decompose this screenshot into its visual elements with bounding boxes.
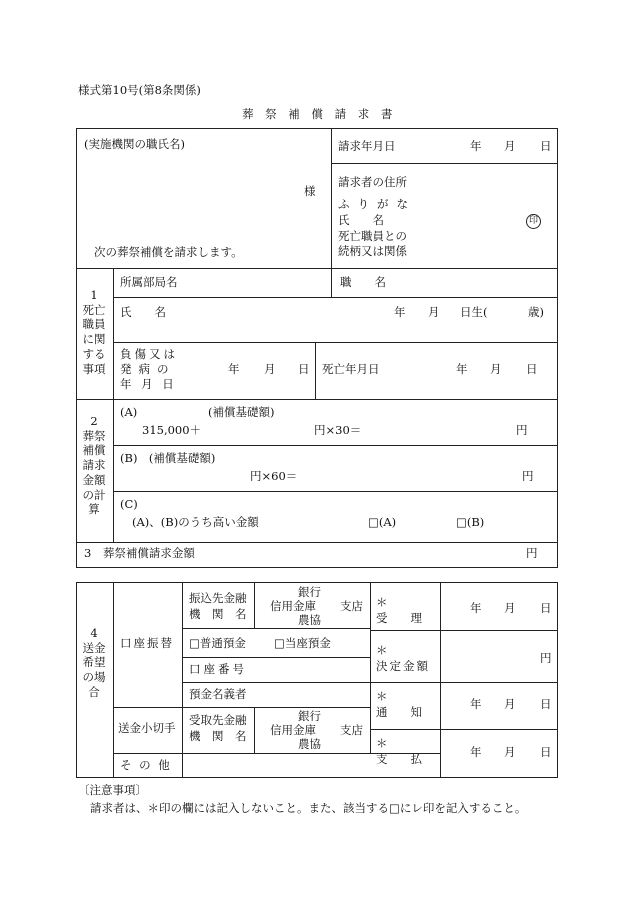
current-deposit-checkbox[interactable]: □当座預金 (274, 636, 331, 650)
calc-c-text: (A)、(B)のうち高い金額 (132, 515, 259, 529)
calc-a-basis: (補償基礎額) (208, 405, 275, 419)
age-label: 歳) (528, 305, 544, 319)
ordinary-deposit-checkbox[interactable]: □普通預金 (189, 636, 246, 650)
section4-label: 4 送金希望の場合 (82, 626, 106, 699)
branch-label: 支店 (340, 599, 363, 613)
injury-label-3: 年 月 日 (120, 377, 177, 391)
bank-label-1: 振込先金融 (189, 591, 247, 605)
notified-day: 日 (540, 697, 552, 711)
bank-label-2: 機 関 名 (189, 607, 247, 621)
death-month: 月 (490, 362, 502, 376)
calc-a-yen: 円 (516, 423, 528, 437)
star-paid: ＊ (376, 736, 388, 750)
position-label: 職 名 (340, 275, 386, 289)
form-number: 様式第10号(第8条関係) (78, 83, 201, 97)
birth-month: 月 (428, 305, 440, 319)
received-day: 日 (540, 601, 552, 615)
decided-amount-label: 決定金額 (376, 659, 430, 673)
page-title: 葬 祭 補 償 請 求 書 (242, 107, 397, 121)
account-holder-label: 預金名義者 (189, 687, 247, 701)
star-decided: ＊ (376, 643, 388, 657)
section3-label: 3 葬祭補償請求金額 (84, 546, 195, 560)
decided-yen: 円 (540, 651, 552, 665)
calc-a-formula-left: 315,000＋ (142, 423, 202, 437)
death-year: 年 (456, 362, 468, 376)
calc-b-formula: 円×60＝ (250, 469, 298, 483)
calc-b-label: (B) (補償基礎額) (120, 451, 216, 465)
notes-heading: 〔注意事項〕 (78, 783, 147, 797)
remittance-check-label: 送金小切手 (118, 721, 176, 735)
section1-label: 1 死亡職員に関する事項 (82, 288, 106, 376)
notified-label: 通 知 (376, 705, 422, 719)
birth-day: 日生( (460, 305, 488, 319)
seal-mark: 印 (526, 214, 541, 229)
injury-label-1: 負傷又は (120, 347, 178, 361)
birth-year: 年 (394, 305, 406, 319)
request-year: 年 (470, 139, 482, 153)
paid-year: 年 (470, 745, 482, 759)
bank-type-bank: 銀行 (298, 585, 321, 599)
sama-label: 様 (304, 184, 316, 198)
paid-label: 支 払 (376, 752, 422, 766)
relation-label-1: 死亡職員との (338, 229, 407, 243)
recv-bank-type-shinkin: 信用金庫 (270, 723, 316, 737)
recv-bank-type-nokyo: 農協 (298, 737, 321, 751)
injury-day: 日 (298, 362, 310, 376)
calc-a-label: (A) (120, 405, 138, 419)
received-year: 年 (470, 601, 482, 615)
star-notified: ＊ (376, 689, 388, 703)
calc-c-option-a[interactable]: □(A) (368, 515, 397, 529)
recv-branch-label: 支店 (340, 723, 363, 737)
notified-year: 年 (470, 697, 482, 711)
notified-month: 月 (504, 697, 516, 711)
paid-month: 月 (504, 745, 516, 759)
death-day: 日 (526, 362, 538, 376)
recv-bank-label-1: 受取先金融 (189, 713, 247, 727)
section3-yen: 円 (526, 546, 538, 560)
claimant-name-label: 氏 名 (338, 213, 384, 227)
paid-day: 日 (540, 745, 552, 759)
calc-c-label: (C) (120, 497, 138, 511)
section2-label: 2 葬祭補償請求金額の計算 (82, 414, 106, 517)
received-month: 月 (504, 601, 516, 615)
death-date-label: 死亡年月日 (322, 362, 380, 376)
deceased-name-label: 氏 名 (120, 305, 166, 319)
dept-label: 所属部局名 (120, 275, 178, 289)
bank-type-nokyo: 農協 (298, 613, 321, 627)
account-transfer-label: 口座振替 (120, 636, 174, 650)
request-day: 日 (540, 139, 552, 153)
request-month: 月 (504, 139, 516, 153)
star-received: ＊ (376, 595, 388, 609)
recv-bank-label-2: 機 関 名 (189, 729, 247, 743)
relation-label-2: 続柄又は関係 (338, 244, 407, 258)
calc-c-option-b[interactable]: □(B) (456, 515, 485, 529)
received-label: 受 理 (376, 611, 422, 625)
notes-text: 請求者は、＊印の欄には記入しないこと。また、該当する□にレ印を記入すること。 (90, 801, 527, 815)
injury-month: 月 (264, 362, 276, 376)
request-text: 次の葬祭補償を請求します。 (94, 245, 243, 259)
account-number-label: 口座番号 (189, 662, 247, 676)
other-label: そ の 他 (120, 758, 172, 772)
calc-b-yen: 円 (522, 469, 534, 483)
calc-a-formula-mid: 円×30＝ (314, 423, 362, 437)
bank-type-shinkin: 信用金庫 (270, 599, 316, 613)
request-date-label: 請求年月日 (338, 139, 396, 153)
address-label: 請求者の住所 (338, 175, 407, 189)
injury-year: 年 (228, 362, 240, 376)
recv-bank-type-bank: 銀行 (298, 709, 321, 723)
agency-label: (実施機関の職氏名) (84, 137, 185, 151)
injury-label-2: 発病の (120, 362, 176, 376)
furigana-label: ふりがな (338, 197, 416, 211)
